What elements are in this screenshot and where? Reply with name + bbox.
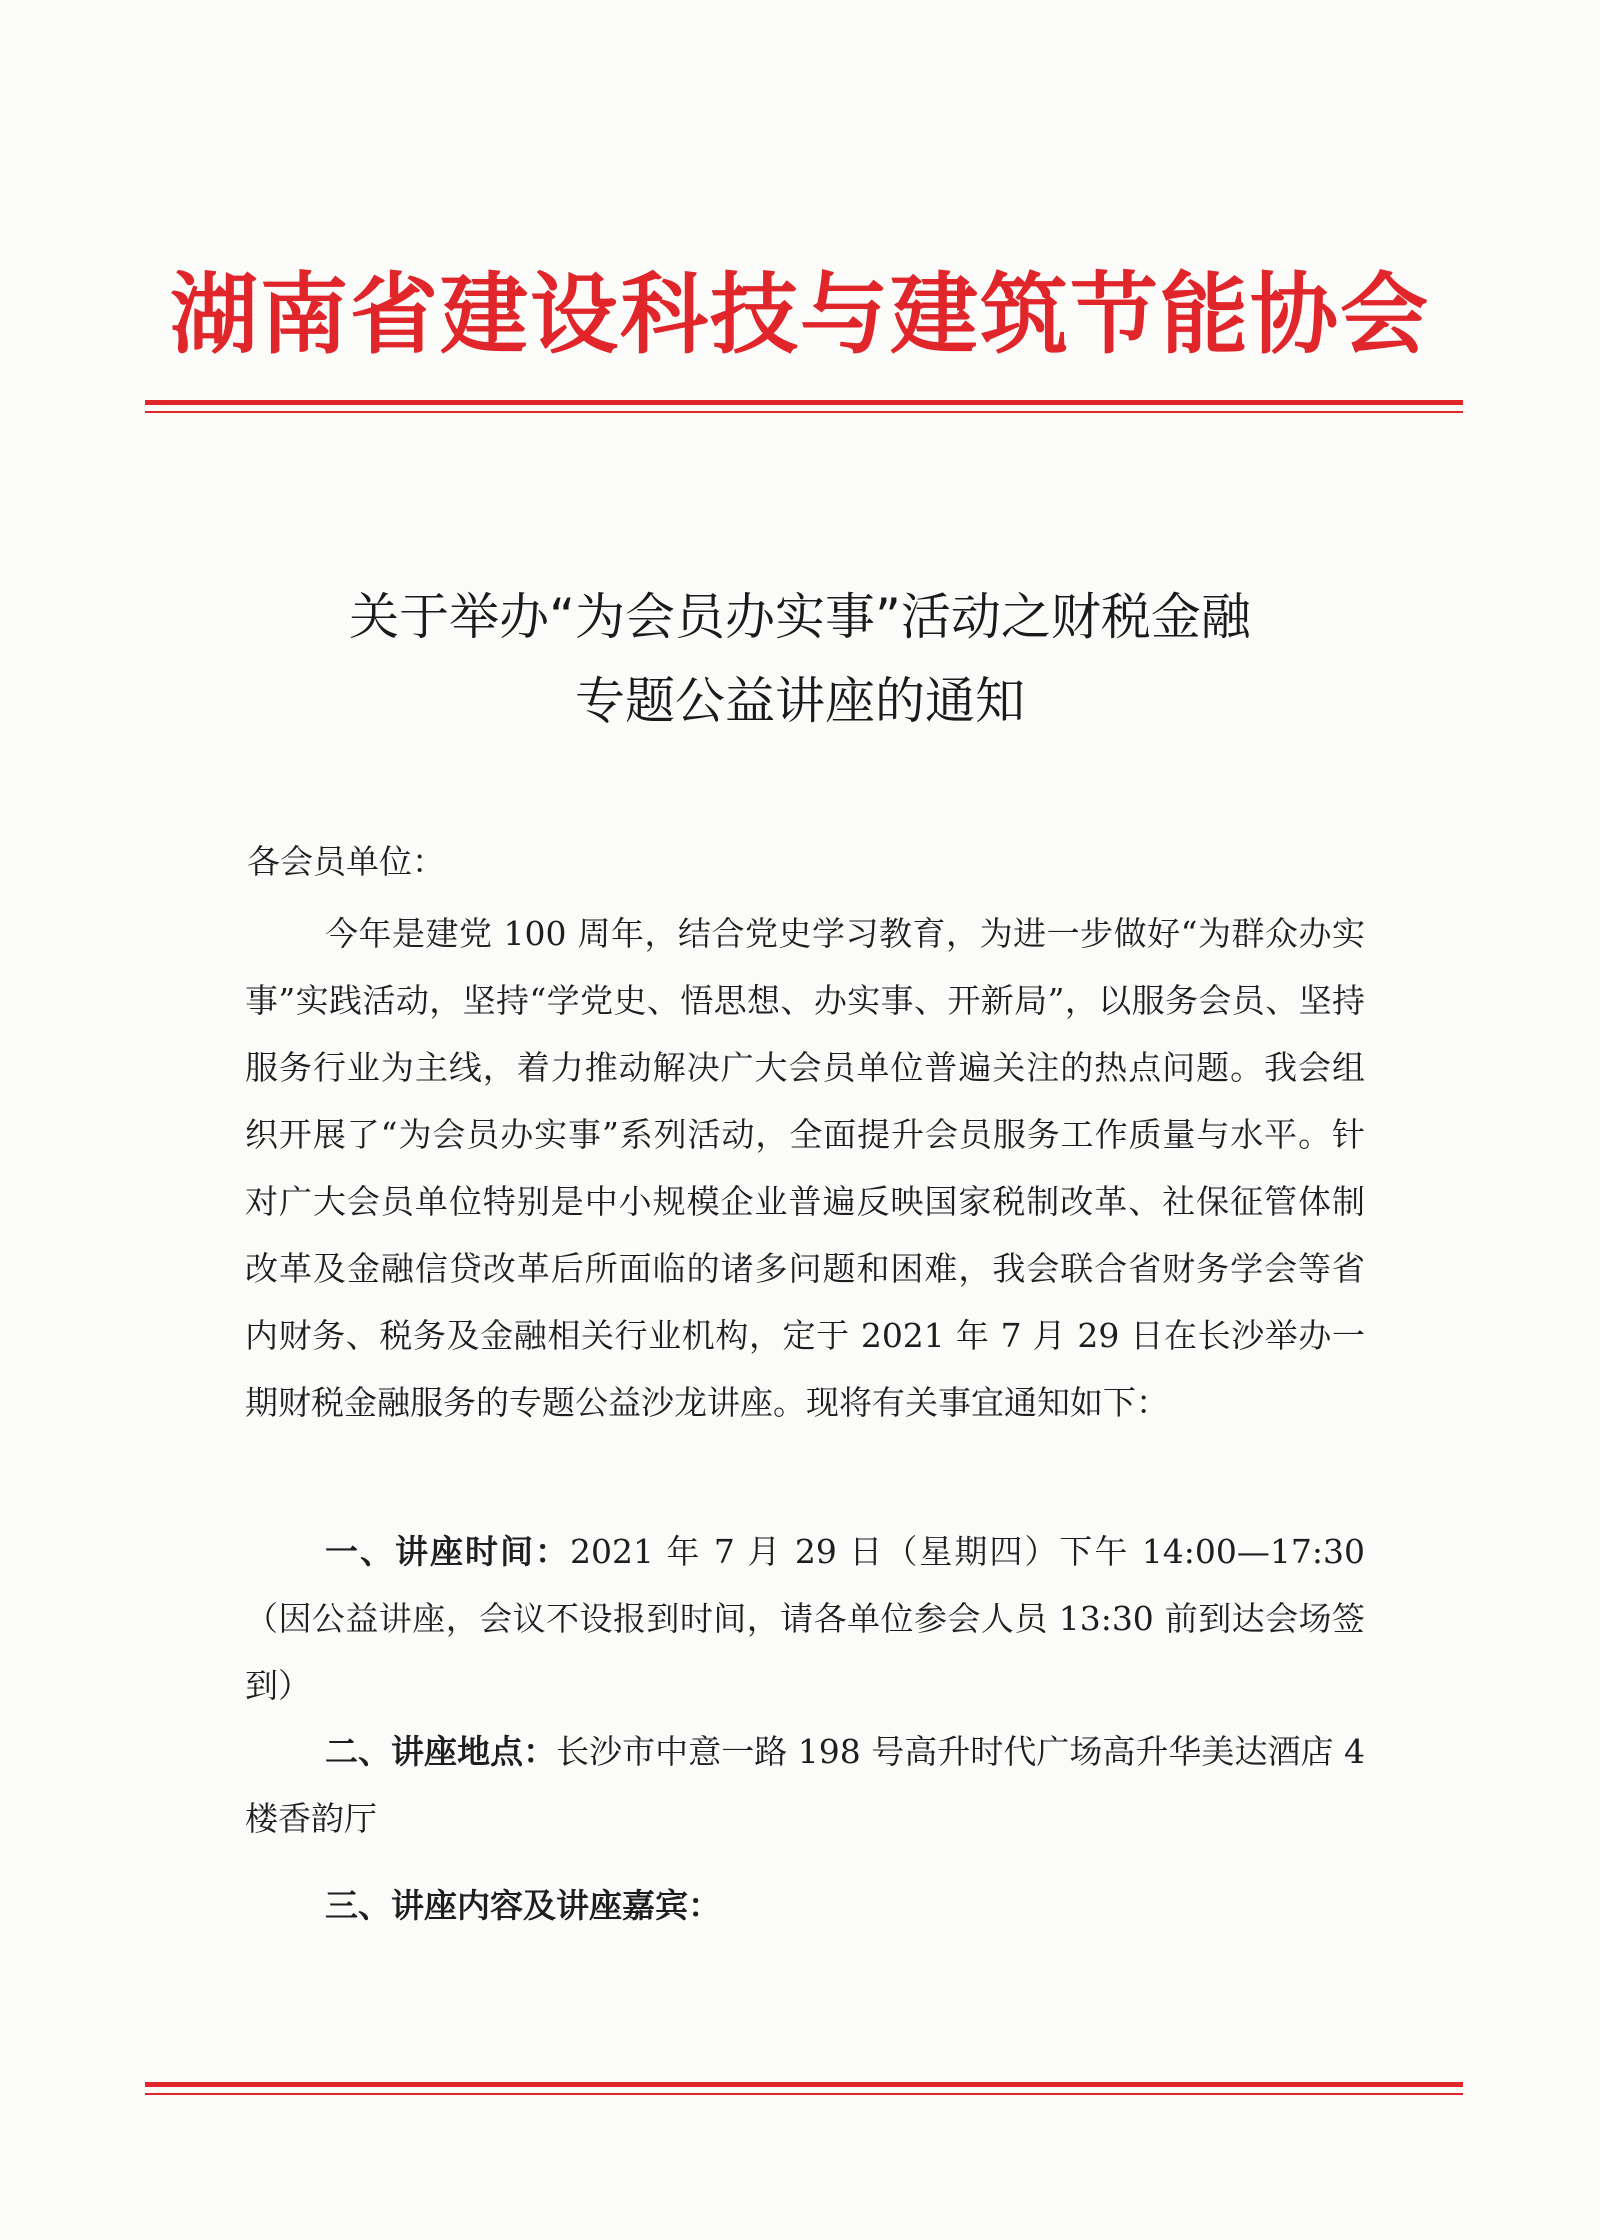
footer-rule-thin-line [145, 2093, 1463, 2095]
intro-paragraph: 今年是建党 100 周年，结合党史学习教育，为进一步做好“为群众办实事”实践活动，坚持“学党史、悟思想、办实事、开新局”，以服务会员、坚持服务行业为主线，着力推动解决广大会员单位普遍关注的热点问题。我会组织开展了“为会员办实事”系列活动，全面提升会员服务工作质量与水平。针对广大会员单位特别是中小规模企业普遍反映国家税制改革、社保征管体制改革及金融信贷改革后所面临的诸多问题和困难，我会联合省财务学会等省内财务、税务及金融相关行业机构，定于 2021 年 7 月 29 日在长沙举办一期财税金融服务的专题公益沙龙讲座。现将有关事宜通知如下： [245, 914, 1365, 1422]
section-lecture-time [245, 1518, 1365, 1719]
section-lecture-location [245, 1718, 1365, 1852]
document-title-line2: 专题公益讲座的通知 [575, 672, 1025, 730]
rule-thin-line [145, 411, 1463, 413]
document-title-line1: 关于举办“为会员办实事”活动之财税金融 [349, 588, 1251, 646]
section-lecture-location-heading: 二、讲座地点： [325, 1732, 557, 1771]
section-lecture-time-text: 2021 年 7 月 29 日（星期四）下午 14:00—17:30（因公益讲座，会议不设报到时间，请各单位参会人员 13:30 前到达会场签到） [245, 1532, 1366, 1705]
section-lecture-time-heading: 一、讲座时间： [325, 1532, 570, 1571]
letterhead-org-name: 湖南省建设科技与建筑节能协会 [169, 263, 1430, 366]
section-lecture-content [245, 1872, 1365, 1939]
section-lecture-location-text: 长沙市中意一路 198 号高升时代广场高升华美达酒店 4 楼香韵厅 [245, 1732, 1366, 1838]
section-lecture-content-heading: 三、讲座内容及讲座嘉宾： [325, 1886, 721, 1925]
footer-red-rule [145, 2082, 1463, 2095]
letterhead-red-rule [145, 400, 1463, 413]
salutation: 各会员单位： [247, 842, 445, 881]
